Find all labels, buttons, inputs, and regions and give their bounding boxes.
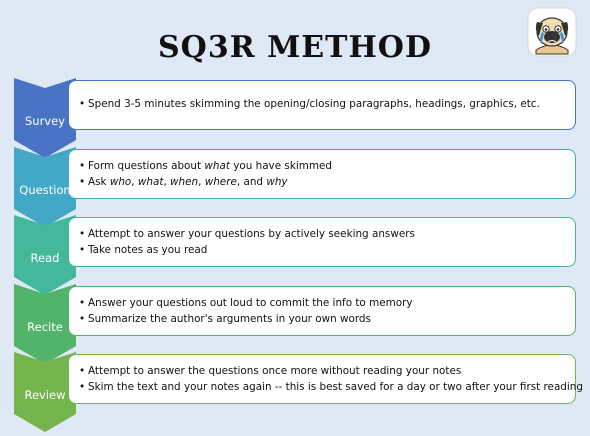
step-row-review — [0, 352, 590, 434]
step-label: Question — [19, 183, 71, 197]
step-description-box — [68, 80, 576, 130]
step-label: Review — [24, 388, 66, 402]
bullet-dot-icon: • — [79, 228, 86, 240]
page-title: SQ3R METHOD — [158, 30, 432, 65]
bullet-item — [79, 158, 567, 174]
bullet-text: Spend 3-5 minutes skimming the opening/closing paragraphs, headings, graphics, etc. — [88, 98, 540, 110]
bullet-text: Attempt to answer the questions once more without reading your notes — [88, 365, 462, 377]
bullet-text: Skim the text and your notes again -- this is best saved for a day or two after your first reading — [88, 381, 583, 393]
bullet-item — [79, 379, 583, 395]
bullet-item — [79, 363, 567, 379]
bullet-text: Summarize the author's arguments in your own words — [88, 313, 371, 325]
bullet-text: Take notes as you read — [88, 244, 208, 256]
bullet-text: Attempt to answer your questions by actively seeking answers — [88, 228, 415, 240]
bullet-item — [79, 242, 567, 258]
bullet-item — [79, 174, 567, 190]
bullet-dot-icon: • — [79, 313, 86, 325]
bullet-item — [79, 96, 567, 112]
step-label: Read — [30, 251, 60, 265]
bullet-text: Form questions about what you have skimmed — [88, 160, 332, 172]
step-description-box — [68, 149, 576, 199]
bullet-item — [79, 295, 567, 311]
step-label: Survey — [24, 114, 65, 128]
bullet-dot-icon: • — [79, 381, 86, 393]
step-description-box — [68, 354, 583, 404]
bullet-item — [79, 226, 567, 242]
bullet-dot-icon: • — [79, 176, 86, 188]
bullet-dot-icon: • — [79, 297, 86, 309]
bullet-dot-icon: • — [79, 365, 86, 377]
bullet-text: Answer your questions out loud to commit the info to memory — [88, 297, 413, 309]
bullet-dot-icon: • — [79, 244, 86, 256]
pug-sticker-icon — [526, 6, 578, 58]
step-description-box — [68, 286, 576, 336]
step-description-box — [68, 217, 576, 267]
step-label: Recite — [27, 320, 63, 334]
bullet-text: Ask who, what, when, where, and why — [88, 176, 288, 188]
bullet-dot-icon: • — [79, 160, 86, 172]
bullet-item — [79, 311, 567, 327]
bullet-dot-icon: • — [79, 98, 86, 110]
